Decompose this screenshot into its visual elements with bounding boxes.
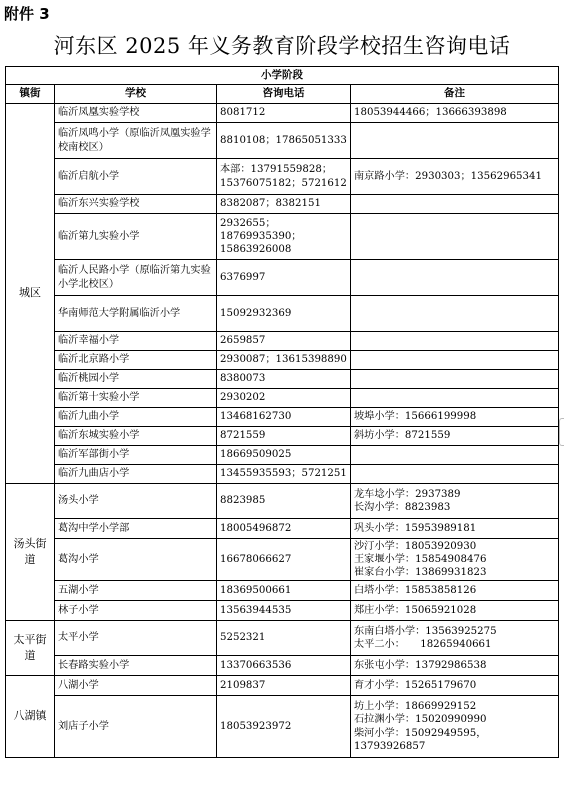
town-cell-chengqu: 城区 [6,104,55,484]
note-cell: 巩头小学：15953989181 [351,519,559,539]
note-cell [351,351,559,370]
note-line: 石拉渊小学：15020990990 [354,714,487,726]
school-cell: 临沂东城实验小学 [55,427,217,446]
col-header-school: 学校 [55,85,217,104]
table-row [6,332,559,351]
col-header-town: 镇街 [6,85,55,104]
phone-cell: 18005496872 [217,519,351,539]
school-cell: 临沂凤凰实验学校 [55,104,217,123]
phone-cell: 13455935593；5721251 [217,465,351,484]
school-cell: 五湖小学 [55,581,217,601]
phone-cell: 8081712 [217,104,351,123]
attachment-label: 附件 3 [4,5,50,23]
school-cell: 临沂九曲店小学 [55,465,217,484]
school-cell: 临沂北京路小学 [55,351,217,370]
school-cell: 林子小学 [55,601,217,621]
phone-cell: 2109837 [217,676,351,696]
town-cell-bahu: 八湖镇 [6,676,55,758]
note-cell [351,465,559,484]
school-cell: 太平小学 [55,621,217,656]
phone-cell: 5252321 [217,621,351,656]
note-cell: 坡埠小学：15666199998 [351,408,559,427]
phone-cell: 6376997 [217,260,351,296]
school-cell: 刘店子小学 [55,696,217,758]
scroll-handle[interactable] [559,418,564,446]
table-row [6,427,559,446]
note-cell [351,123,559,159]
phone-cell: 2930087；13615398890 [217,351,351,370]
note-line: 王家堰小学：15854908476 [354,553,487,565]
note-cell: 南京路小学：2930303；13562965341 [351,159,559,195]
note-line: 13793926857 [354,740,426,752]
phone-cell: 18369500661 [217,581,351,601]
phone-cell: 18669509025 [217,446,351,465]
school-cell: 葛沟小学 [55,539,217,581]
table-row [6,214,559,260]
note-cell [351,389,559,408]
note-cell: 东张屯小学：13792986538 [351,656,559,676]
col-header-phone: 咨询电话 [217,85,351,104]
school-cell: 长春路实验小学 [55,656,217,676]
phone-cell: 18053923972 [217,696,351,758]
phone-cell: 本部：13791559828；15376075182；5721612 [217,159,351,195]
table-row [6,484,559,519]
note-line: 长沟小学：8823983 [354,502,451,513]
table-row [6,351,559,370]
note-cell: 白塔小学：15853858126 [351,581,559,601]
page-title: 河东区 2025 年义务教育阶段学校招生咨询电话 [53,34,511,58]
table-row [6,195,559,214]
phone-cell: 13563944535 [217,601,351,621]
school-cell: 临沂人民路小学（原临沂第九实验小学北校区） [55,260,217,296]
note-cell [351,195,559,214]
table-row [6,159,559,195]
note-line: 沙汀小学：18053920930 [354,540,477,552]
phone-cell: 8382087；8382151 [217,195,351,214]
table-row [6,676,559,696]
note-cell [351,370,559,389]
table-row [6,465,559,484]
note-cell [351,214,559,260]
note-cell: 斜坊小学：8721559 [351,427,559,446]
school-cell: 临沂军部街小学 [55,446,217,465]
table-row [6,123,559,159]
school-cell: 临沂桃园小学 [55,370,217,389]
table-row [6,621,559,656]
table-row [6,696,559,758]
note-cell [351,696,559,758]
phone-cell: 2932655；18769935390；15863926008 [217,214,351,260]
note-line: 崔家台小学：13869931823 [354,567,487,579]
phone-cell: 8721559 [217,427,351,446]
school-cell: 华南师范大学附属临沂小学 [55,296,217,332]
school-cell: 临沂第十实验小学 [55,389,217,408]
column-header-row [6,85,559,104]
town-cell-taiping: 太平街道 [6,621,55,676]
table-row [6,370,559,389]
school-cell: 八湖小学 [55,676,217,696]
school-cell: 汤头小学 [55,484,217,519]
note-line: 龙车埝小学：2937389 [354,488,461,500]
school-cell: 临沂第九实验小学 [55,214,217,260]
phone-table [5,66,559,758]
town-cell-tangtou: 汤头街道 [6,484,55,621]
table-row [6,408,559,427]
note-cell [351,446,559,465]
phone-cell: 8810108；17865051333 [217,123,351,159]
note-cell [351,621,559,656]
phone-cell: 15092932369 [217,296,351,332]
table-row [6,446,559,465]
note-line: 太平二小： 18265940661 [354,639,492,650]
school-cell: 临沂东兴实验学校 [55,195,217,214]
school-cell: 临沂凤鸣小学（原临沂凤凰实验学校南校区） [55,123,217,159]
note-cell [351,332,559,351]
phone-cell: 2659857 [217,332,351,351]
note-cell: 18053944466；13666393898 [351,104,559,123]
school-cell: 临沂幸福小学 [55,332,217,351]
table-row [6,581,559,601]
phone-cell: 8380073 [217,370,351,389]
table-row [6,519,559,539]
section-header-row [6,67,559,85]
note-cell: 育才小学：15265179670 [351,676,559,696]
phone-cell: 8823985 [217,484,351,519]
note-line: 东南白塔小学：13563925275 [354,625,497,637]
table-row [6,296,559,332]
phone-cell: 16678066627 [217,539,351,581]
note-cell [351,539,559,581]
note-line: 柴河小学：15092949595， [354,727,487,739]
phone-cell: 13468162730 [217,408,351,427]
phone-cell: 2930202 [217,389,351,408]
note-cell [351,296,559,332]
note-cell [351,484,559,519]
table-row [6,104,559,123]
school-cell: 临沂启航小学 [55,159,217,195]
school-cell: 葛沟中学小学部 [55,519,217,539]
table-row [6,539,559,581]
note-cell [351,260,559,296]
table-row [6,389,559,408]
phone-cell: 13370663536 [217,656,351,676]
table-row [6,656,559,676]
school-cell: 临沂九曲小学 [55,408,217,427]
col-header-note: 备注 [351,85,559,104]
table-row [6,260,559,296]
note-line: 坊上小学：18669929152 [354,701,477,712]
note-cell: 郑庄小学：15065921028 [351,601,559,621]
table-row [6,601,559,621]
section-title: 小学阶段 [6,67,559,85]
